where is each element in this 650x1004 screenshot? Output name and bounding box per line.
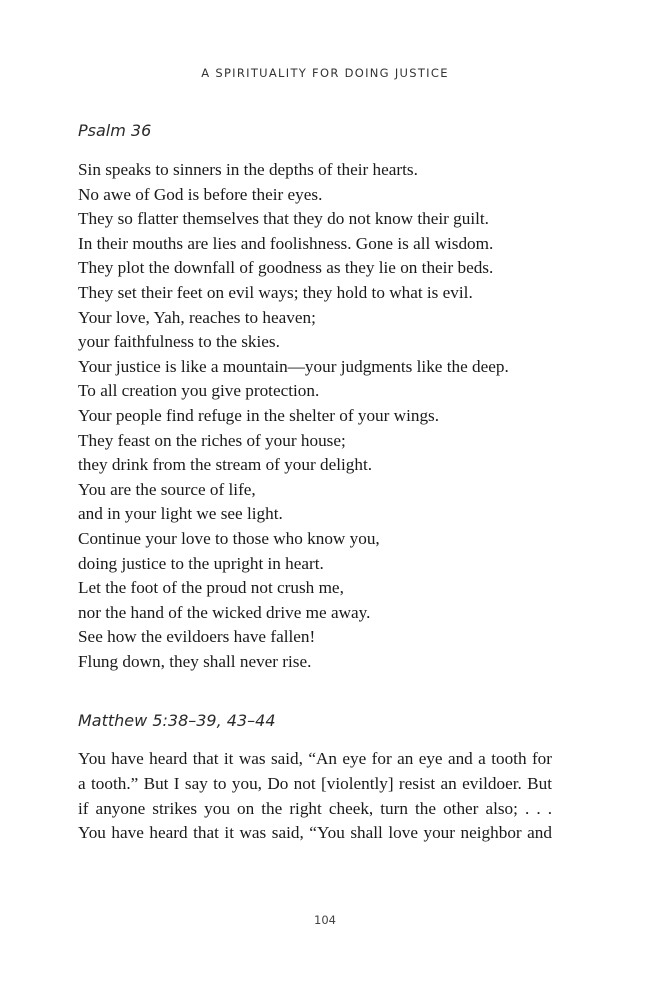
psalm-line: They set their feet on evil ways; they hold to what is evil. (78, 282, 473, 302)
psalm-line: See how the evildoers have fallen! (78, 627, 316, 647)
psalm-line: nor the hand of the wicked drive me away. (78, 602, 371, 622)
matthew-line: a tooth.” But I say to you, Do not [violently] resist an evildoer. But (78, 774, 552, 794)
running-head: A SPIRITUALITY FOR DOING JUSTICE (201, 66, 449, 80)
matthew-line: You have heard that it was said, “You shall love your neighbor and (78, 823, 552, 843)
psalm-line: They feast on the riches of your house; (78, 430, 346, 450)
matthew-line: if anyone strikes you on the right cheek, turn the other also; . . . (78, 798, 552, 818)
psalm-line: Your people find refuge in the shelter of your wings. (78, 405, 440, 425)
psalm-line: In their mouths are lies and foolishness. Gone is all wisdom. (78, 233, 494, 253)
page-number: 104 (314, 913, 336, 927)
psalm-heading: Psalm 36 (78, 121, 152, 140)
matthew-heading: Matthew 5:38–39, 43–44 (78, 711, 276, 731)
psalm-line: Sin speaks to sinners in the depths of their hearts. (78, 160, 418, 179)
psalm-line: Flung down, they shall never rise. (78, 651, 312, 671)
psalm-line: Let the foot of the proud not crush me, (78, 578, 344, 598)
psalm-line: Your love, Yah, reaches to heaven; (78, 307, 316, 327)
matthew-line: You have heard that it was said, “An eye for an eye and a tooth for (78, 749, 552, 769)
psalm-line: Your justice is like a mountain—your judgments like the deep. (78, 356, 509, 376)
psalm-line: Continue your love to those who know you, (78, 528, 380, 548)
psalm-line: To all creation you give protection. (78, 381, 320, 401)
psalm-text (78, 158, 552, 674)
psalm-line: You are the source of life, (78, 479, 256, 499)
psalm-line: They plot the downfall of goodness as they lie on their beds. (78, 258, 494, 278)
psalm-line: They so flatter themselves that they do not know their guilt. (78, 209, 489, 229)
psalm-line: they drink from the stream of your delight. (78, 455, 373, 475)
psalm-line: and in your light we see light. (78, 504, 283, 524)
matthew-text (78, 747, 552, 845)
page-body (78, 119, 552, 846)
psalm-line: your faithfulness to the skies. (78, 332, 280, 352)
psalm-line: doing justice to the upright in heart. (78, 553, 324, 573)
psalm-line: No awe of God is before their eyes. (78, 184, 323, 204)
